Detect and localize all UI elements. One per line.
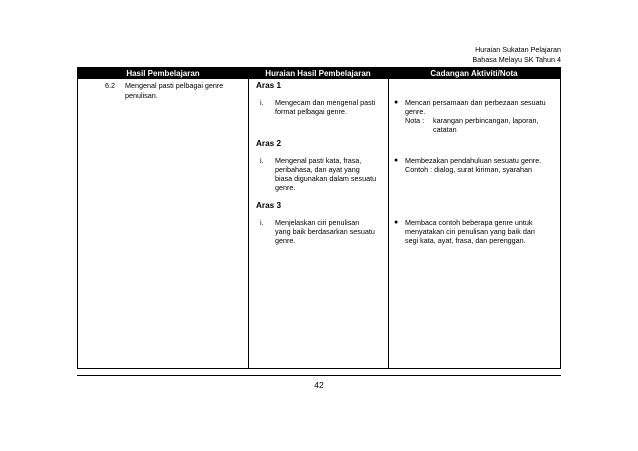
outcome-text-line1: Mengenal pasti pelbagai genre [125, 81, 224, 90]
column-header-activity: Cadangan Aktiviti/Nota [430, 69, 518, 78]
activity-line: menyatakan ciri penulisan yang baik dari [405, 227, 535, 236]
bullet-icon: ● [394, 157, 399, 164]
syllabus-table [77, 67, 561, 369]
level-desc-line: genre. [275, 183, 296, 192]
activity-line: genre. [405, 107, 426, 116]
note-label: Nota : [405, 116, 425, 125]
level-item-number: i. [260, 218, 264, 227]
level-desc-line: yang baik berdasarkan sesuatu [275, 227, 375, 236]
column-divider [388, 68, 389, 368]
column-header-description: Huraian Hasil Pembelajaran [265, 69, 371, 78]
level-item-number: i. [260, 98, 264, 107]
note-line: catatan [433, 125, 457, 134]
bullet-icon: ● [394, 99, 399, 106]
note-line: karangan perbincangan, laporan, [433, 116, 539, 125]
level-item-number: i. [260, 156, 264, 165]
level-title: Aras 1 [256, 81, 282, 90]
level-title: Aras 2 [256, 139, 282, 148]
header-subtitle: Bahasa Melayu SK Tahun 4 [472, 55, 561, 64]
activity-line: segi kata, ayat, frasa, dan perenggan. [405, 236, 526, 245]
level-desc-line: Mengecam dan mengenal pasti [275, 98, 376, 107]
level-desc-line: Menjelaskan ciri penulisan [275, 218, 360, 227]
level-desc-line: genre. [275, 236, 296, 245]
footer-divider [77, 375, 561, 376]
level-desc-line: peribahasa, dan ayat yang [275, 165, 360, 174]
level-desc-line: format pelbagai genre. [275, 107, 347, 116]
outcome-text-line2: penulisan. [125, 91, 158, 100]
column-divider [248, 68, 249, 368]
bullet-icon: ● [394, 219, 399, 226]
activity-line: Membezakan pendahuluan sesuatu genre. [405, 156, 542, 165]
page-number: 42 [314, 380, 324, 390]
activity-line: Membaca contoh beberapa genre untuk [405, 218, 533, 227]
table-header [78, 68, 560, 79]
activity-line: Mencari persamaan dan perbezaan sesuatu [405, 98, 546, 107]
level-desc-line: biasa digunakan dalam sesuatu [275, 174, 377, 183]
level-desc-line: Mengenal pasti kata, frasa, [275, 156, 362, 165]
activity-line: Contoh : dialog, surat kiriman, syarahan [405, 165, 533, 174]
header-title: Huraian Sukatan Pelajaran [475, 45, 561, 54]
outcome-number: 6.2 [105, 81, 115, 90]
level-title: Aras 3 [256, 201, 282, 210]
column-header-outcome: Hasil Pembelajaran [126, 69, 200, 78]
